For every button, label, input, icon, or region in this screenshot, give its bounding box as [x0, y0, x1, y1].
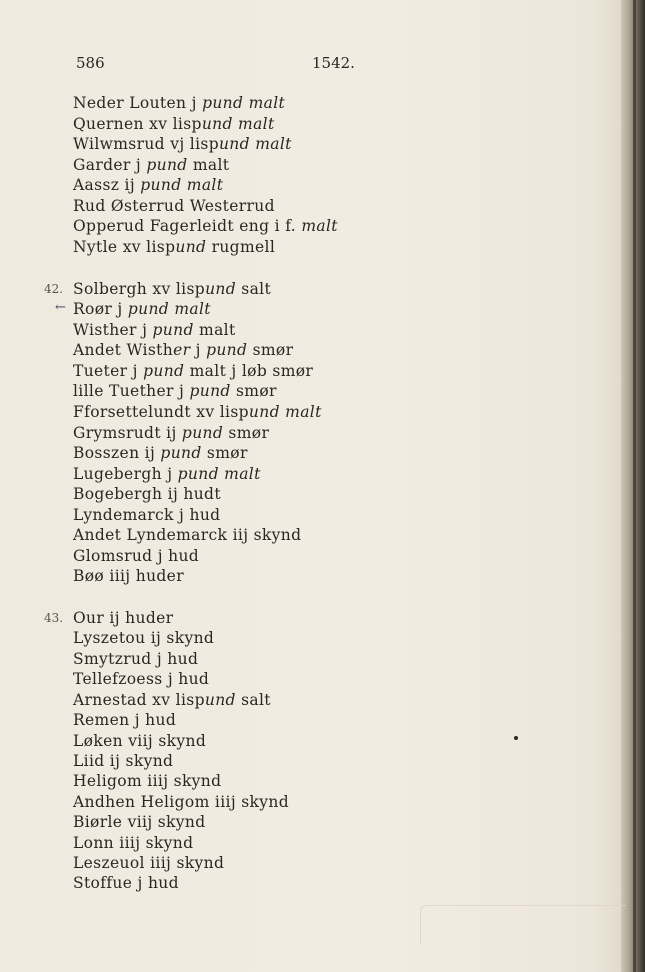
line-text: Aassz ij [73, 176, 141, 194]
line-text: Løken viij skynd [73, 732, 207, 750]
line-text: Biørle viij skynd [73, 813, 206, 831]
record-line [73, 567, 184, 585]
line-text: Stoffue j hud [73, 874, 179, 892]
margin-arrow-mark: ← [55, 300, 66, 315]
line-text: Tellefzoess j hud [73, 670, 210, 688]
expanded-abbreviation: malt [248, 94, 286, 112]
expanded-abbreviation: und [204, 691, 236, 709]
record-line [73, 156, 229, 174]
expanded-abbreviation: pund [181, 424, 224, 442]
line-text: Lugebergh j [73, 465, 178, 483]
line-text: Heligom iiij skynd [73, 772, 222, 790]
record-line [73, 341, 293, 359]
record-line [73, 834, 193, 852]
record-line [73, 485, 221, 503]
line-text: Solbergh xv lisp [73, 280, 206, 298]
record-line [73, 424, 269, 442]
line-text: Lyszetou ij skynd [73, 629, 215, 647]
line-text: smør [223, 424, 270, 442]
record-line [73, 300, 211, 318]
line-text: malt [187, 156, 230, 174]
line-text: Wilwmsrud vj lisp [73, 135, 219, 153]
expanded-abbreviation: und [175, 238, 207, 256]
line-text: Bogebergh ij hudt [73, 485, 221, 503]
expanded-abbreviation: pund [143, 362, 185, 380]
entry-number-43: 43. [44, 611, 64, 625]
record-line [73, 238, 275, 256]
line-text: Arnestad xv lisp [73, 691, 205, 709]
line-text: Andet Lyndemarck iij skynd [73, 526, 302, 544]
line-text: Garder j [73, 156, 147, 174]
line-text: salt [235, 691, 271, 709]
line-text: Nytle xv lisp [73, 238, 176, 256]
expanded-abbreviation: pund [140, 176, 182, 194]
line-text: Leszeuol iiij skynd [73, 854, 225, 872]
record-line [73, 217, 338, 235]
line-text: Tueter j [73, 362, 144, 380]
record-line [73, 547, 199, 565]
expanded-abbreviation: malt [238, 115, 275, 133]
record-line [73, 135, 292, 153]
expanded-abbreviation: malt [186, 176, 224, 194]
record-line [73, 280, 271, 298]
line-text: Our ij huder [73, 609, 174, 627]
record-line [73, 362, 313, 380]
line-text: Opperud Fagerleidt eng i f. [73, 217, 302, 235]
record-line [73, 382, 277, 400]
expanded-abbreviation: malt [224, 465, 261, 483]
record-line [73, 506, 220, 524]
line-text: Andet Wisth [73, 341, 174, 359]
expanded-abbreviation: pund [152, 321, 194, 339]
record-line [73, 691, 271, 709]
expanded-abbreviation: malt [285, 403, 322, 421]
line-text: lille Tuether j [73, 382, 190, 400]
ink-speck [514, 736, 518, 740]
record-line [73, 526, 301, 544]
line-text: Roør j [73, 300, 128, 318]
expanded-abbreviation: pund [202, 94, 244, 112]
line-text: Grymsrudt ij [73, 424, 182, 442]
record-line [73, 752, 173, 770]
record-line [73, 403, 322, 421]
record-line [73, 793, 289, 811]
expanded-abbreviation: pund [160, 444, 202, 462]
record-line [73, 197, 275, 215]
record-line [73, 813, 206, 831]
line-text: Lonn iiij skynd [73, 834, 194, 852]
page-number: 586 [76, 54, 105, 72]
expanded-abbreviation: und [201, 115, 233, 133]
line-text: Andhen Heligom iiij skynd [73, 793, 290, 811]
expanded-abbreviation: pund [146, 156, 188, 174]
record-line [73, 874, 179, 892]
expanded-abbreviation: malt [301, 217, 338, 235]
line-text: rugmell [206, 238, 276, 256]
record-line [73, 444, 248, 462]
expanded-abbreviation: pund [189, 382, 231, 400]
line-text: malt [193, 321, 236, 339]
record-line [73, 176, 223, 194]
line-text: Liid ij skynd [73, 752, 174, 770]
line-text: Quernen xv lisp [73, 115, 202, 133]
record-line [73, 94, 285, 112]
line-text: Fforsettelundt xv lisp [73, 403, 249, 421]
entry-number-42: 42. [44, 282, 64, 296]
line-text: Remen j hud [73, 711, 177, 729]
expanded-abbreviation: pund [127, 300, 170, 318]
line-text: smør [201, 444, 248, 462]
line-text: Rud Østerrud Westerrud [73, 197, 275, 215]
line-text: Smytzrud j hud [73, 650, 199, 668]
expanded-abbreviation: und [218, 135, 250, 153]
line-text: smør [247, 341, 294, 359]
record-line [73, 854, 224, 872]
record-line [73, 321, 236, 339]
record-line [73, 772, 221, 790]
line-text: Lyndemarck j hud [73, 506, 221, 524]
expanded-abbreviation: er [173, 341, 191, 359]
line-text: salt [236, 280, 272, 298]
record-line [73, 711, 176, 729]
page-year-heading: 1542. [312, 54, 355, 72]
line-text: Wisther j [73, 321, 153, 339]
record-line [73, 732, 206, 750]
line-text: Bøø iiij huder [73, 567, 184, 585]
record-line [73, 609, 173, 627]
record-line [73, 465, 261, 483]
record-line [73, 670, 209, 688]
line-text: Glomsrud j hud [73, 547, 200, 565]
expanded-abbreviation: pund [177, 465, 219, 483]
record-line [73, 115, 275, 133]
line-text: j [190, 341, 207, 359]
line-text: Bosszen ij [73, 444, 161, 462]
spine-binding-line [633, 0, 636, 972]
expanded-abbreviation: malt [174, 300, 211, 318]
expanded-abbreviation: und [248, 403, 280, 421]
line-text: smør [230, 382, 277, 400]
expanded-abbreviation: malt [255, 135, 292, 153]
line-text: malt j løb smør [184, 362, 314, 380]
record-line [73, 650, 198, 668]
record-line [73, 629, 214, 647]
line-text: Neder Louten j [73, 94, 203, 112]
page-corner-crease [420, 905, 626, 944]
expanded-abbreviation: pund [206, 341, 248, 359]
expanded-abbreviation: und [205, 280, 236, 298]
